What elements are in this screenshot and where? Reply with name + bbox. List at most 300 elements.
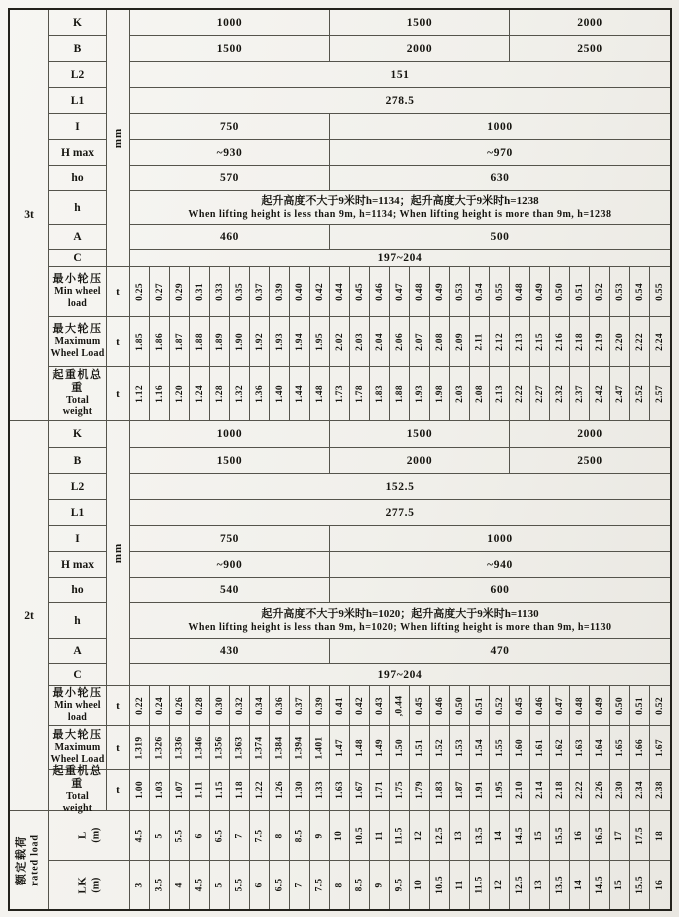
wheel-label-zh: 最大轮压 — [52, 323, 103, 336]
wheel-value-cell — [350, 267, 370, 317]
wheel-value: 1.07 — [174, 781, 185, 799]
span-value: 13.5 — [554, 876, 565, 894]
wheel-value: 0.54 — [634, 282, 645, 301]
dim-label-a: A — [49, 639, 107, 664]
wheel-value: 2.11 — [474, 332, 485, 351]
dim-note-cell — [130, 191, 670, 225]
wheel-value-cell — [410, 686, 430, 726]
wheel-value: 1.88 — [394, 384, 405, 403]
unit-t-cell: t — [107, 726, 130, 770]
wheel-value-cell — [430, 367, 450, 421]
span-value: 6.5 — [214, 829, 225, 842]
unit-mm-label: mm — [111, 542, 124, 564]
span-label-main: LK — [75, 876, 88, 894]
wheel-value-cell — [210, 726, 230, 770]
rated-load-zh: 额定载荷 — [15, 835, 28, 886]
dim-label-b: B — [49, 36, 107, 62]
wheel-row-label — [49, 267, 107, 317]
wheel-value: 2.24 — [654, 332, 665, 351]
wheel-value-cell — [410, 267, 430, 317]
wheel-value-cell — [430, 267, 450, 317]
unit-t-cell: t — [107, 770, 130, 811]
wheel-value: 1.363 — [234, 736, 245, 759]
wheel-value: 1.26 — [274, 781, 285, 799]
wheel-value-cell — [190, 267, 210, 317]
wheel-value: 0.47 — [554, 696, 565, 715]
wheel-value-cell — [330, 770, 350, 811]
wheel-value: 0.46 — [374, 282, 385, 301]
wheel-value-cell — [490, 770, 510, 811]
wheel-value-cell — [270, 267, 290, 317]
wheel-value: 0.53 — [454, 282, 465, 301]
dim-value-cell: 430 — [130, 639, 330, 664]
wheel-value-cell — [630, 317, 650, 367]
span-value-cell — [310, 811, 330, 861]
wheel-value-cell — [330, 726, 350, 770]
wheel-value: 1.50 — [394, 738, 405, 757]
span-value: 14.5 — [514, 826, 525, 845]
span-value: 16 — [574, 830, 585, 841]
wheel-value-cell — [250, 367, 270, 421]
section-3t — [10, 10, 670, 421]
wheel-value: 0.31 — [194, 282, 205, 301]
crane-spec-table — [8, 8, 672, 911]
wheel-value-cell — [490, 367, 510, 421]
wheel-value: 0.51 — [634, 696, 645, 715]
dim-value-cell: 2500 — [510, 448, 670, 474]
footer-section — [10, 811, 670, 909]
wheel-value: 1.51 — [414, 738, 425, 757]
wheel-value-cell — [530, 770, 550, 811]
wheel-value-cell — [130, 267, 150, 317]
wheel-value: 1.28 — [214, 384, 225, 403]
wheel-value-cell — [270, 726, 290, 770]
dim-value-cell: 1000 — [130, 10, 330, 36]
wheel-value: 2.32 — [554, 384, 565, 403]
dim-value-cell: 500 — [330, 225, 670, 250]
span-value-cell — [350, 861, 370, 909]
dim-note-zh: 起升高度不大于9米时h=1020；起升高度大于9米时h=1130 — [261, 607, 539, 620]
wheel-value-cell — [370, 267, 390, 317]
wheel-value-cell — [470, 726, 490, 770]
wheel-value-cell — [170, 686, 190, 726]
wheel-value: 0.48 — [414, 282, 425, 301]
dim-value-cell: 2500 — [510, 36, 670, 62]
wheel-value: 1.65 — [614, 738, 625, 757]
wheel-value-cell — [310, 686, 330, 726]
wheel-value-cell — [230, 267, 250, 317]
wheel-value-cell — [170, 726, 190, 770]
wheel-value: 1.73 — [334, 384, 345, 403]
wheel-value-cell — [130, 726, 150, 770]
wheel-value-cell — [550, 686, 570, 726]
span-value-cell — [530, 861, 550, 909]
unit-t-cell: t — [107, 317, 130, 367]
wheel-value: 0.27 — [154, 282, 165, 301]
wheel-value-cell — [590, 367, 610, 421]
wheel-value: 0.24 — [154, 696, 165, 715]
dim-value-cell: 750 — [130, 526, 330, 552]
wheel-value-cell — [410, 367, 430, 421]
dim-value-cell: 750 — [130, 114, 330, 140]
span-value-cell — [250, 811, 270, 861]
wheel-row-label — [49, 726, 107, 770]
wheel-value-cell — [310, 317, 330, 367]
wheel-value: 1.55 — [494, 738, 505, 757]
wheel-value-cell — [170, 267, 190, 317]
wheel-value: 0.53 — [614, 282, 625, 301]
span-value-cell — [290, 811, 310, 861]
wheel-value-cell — [490, 267, 510, 317]
span-value-cell — [650, 811, 670, 861]
wheel-value: 2.09 — [454, 332, 465, 351]
dim-value-cell: ~900 — [130, 552, 330, 578]
wheel-value-cell — [150, 317, 170, 367]
wheel-value-cell — [370, 726, 390, 770]
wheel-value: 2.07 — [414, 332, 425, 351]
wheel-value: 1.36 — [254, 384, 265, 403]
span-value: 15.5 — [634, 876, 645, 894]
wheel-value: 1.67 — [354, 781, 365, 799]
unit-t-cell: t — [107, 267, 130, 317]
wheel-value: 0.39 — [274, 282, 285, 301]
wheel-value-cell — [610, 367, 630, 421]
span-value-cell — [230, 811, 250, 861]
wheel-value-cell — [150, 686, 170, 726]
span-value-cell — [550, 861, 570, 909]
dim-value-cell: 630 — [330, 166, 670, 191]
wheel-value-cell — [130, 770, 150, 811]
span-value-cell — [470, 861, 490, 909]
wheel-value: 2.13 — [514, 332, 525, 351]
wheel-value: 2.38 — [654, 781, 665, 799]
wheel-value: 2.19 — [594, 332, 605, 351]
load-label-cell — [10, 10, 49, 421]
wheel-value-cell — [630, 367, 650, 421]
wheel-value: 1.336 — [174, 736, 185, 759]
span-label-main: L — [75, 831, 88, 840]
span-value: 4.5 — [134, 829, 145, 842]
wheel-value: 1.319 — [134, 736, 145, 759]
wheel-label-en: Min wheel load — [54, 286, 101, 309]
wheel-value: 2.47 — [614, 384, 625, 403]
wheel-value-cell — [190, 317, 210, 367]
wheel-value-cell — [170, 367, 190, 421]
span-value: 12.5 — [514, 876, 525, 894]
wheel-value-cell — [330, 317, 350, 367]
wheel-value-cell — [530, 317, 550, 367]
wheel-value-cell — [650, 267, 670, 317]
wheel-value-cell — [510, 770, 530, 811]
wheel-value: 2.52 — [634, 384, 645, 403]
wheel-value-cell — [290, 770, 310, 811]
wheel-value: 1.87 — [174, 332, 185, 351]
wheel-value-cell — [410, 726, 430, 770]
wheel-value: 0.51 — [574, 282, 585, 301]
wheel-value-cell — [550, 267, 570, 317]
span-value: 17 — [614, 830, 625, 841]
dim-label-l1: L1 — [49, 88, 107, 114]
dim-value-cell: 1000 — [330, 526, 670, 552]
span-value-cell — [330, 811, 350, 861]
wheel-value: 2.16 — [554, 332, 565, 351]
span-value-cell — [450, 811, 470, 861]
wheel-value-cell — [550, 726, 570, 770]
wheel-value: 0.50 — [614, 696, 625, 715]
span-value: 12 — [494, 879, 505, 891]
wheel-value-cell — [270, 686, 290, 726]
wheel-value: 0.43 — [374, 696, 385, 715]
dim-value-cell: 470 — [330, 639, 670, 664]
wheel-value: 0.45 — [414, 696, 425, 715]
span-value-cell — [390, 811, 410, 861]
wheel-value: 1.384 — [274, 736, 285, 759]
dim-label-h-max: H max — [49, 140, 107, 166]
wheel-value-cell — [490, 726, 510, 770]
wheel-value-cell — [190, 367, 210, 421]
wheel-value-cell — [510, 367, 530, 421]
wheel-value: 0.45 — [514, 696, 525, 715]
wheel-value-cell — [630, 770, 650, 811]
wheel-value: 0.49 — [534, 282, 545, 301]
wheel-value-cell — [290, 267, 310, 317]
wheel-value: 1.40 — [274, 384, 285, 403]
span-value: 10 — [334, 830, 345, 841]
dim-label-l2: L2 — [49, 474, 107, 500]
rated-load-label — [16, 834, 42, 886]
wheel-value-cell — [570, 267, 590, 317]
wheel-value-cell — [390, 770, 410, 811]
wheel-value: 1.78 — [354, 384, 365, 403]
span-value-cell — [190, 811, 210, 861]
dim-value-cell: ~940 — [330, 552, 670, 578]
span-value: 5.5 — [174, 829, 185, 842]
wheel-value-cell — [330, 267, 350, 317]
wheel-value-cell — [430, 686, 450, 726]
span-value-cell — [570, 811, 590, 861]
wheel-label-en: Maximum Wheel Load — [50, 742, 105, 765]
wheel-label-zh: 最大轮压 — [52, 729, 103, 742]
wheel-label-zh: 起重机总重 — [52, 765, 103, 791]
wheel-value-cell — [370, 770, 390, 811]
wheel-value-cell — [170, 770, 190, 811]
wheel-value: 2.14 — [534, 781, 545, 799]
wheel-value-cell — [550, 770, 570, 811]
span-value-cell — [270, 811, 290, 861]
wheel-value: 2.34 — [634, 781, 645, 799]
span-value-cell — [430, 811, 450, 861]
wheel-value-cell — [570, 770, 590, 811]
wheel-value: 0.41 — [334, 696, 345, 715]
wheel-value-cell — [510, 317, 530, 367]
dim-value-cell: 2000 — [510, 10, 670, 36]
span-value-cell — [310, 861, 330, 909]
span-value: 7 — [294, 882, 305, 888]
wheel-value: 1.30 — [294, 781, 305, 799]
span-value-cell — [530, 811, 550, 861]
wheel-value-cell — [570, 367, 590, 421]
wheel-value: 1.12 — [134, 384, 145, 403]
span-value-cell — [510, 811, 530, 861]
wheel-value-cell — [190, 726, 210, 770]
span-value-cell — [490, 811, 510, 861]
wheel-value: 2.18 — [554, 781, 565, 799]
wheel-row-label — [49, 765, 107, 814]
dim-note-en: When lifting height is less than 9m, h=1020; When lifting height is more than 9m, h=1130 — [188, 622, 612, 634]
wheel-value-cell — [410, 770, 430, 811]
wheel-value: 0.29 — [174, 282, 185, 301]
span-value-cell — [350, 811, 370, 861]
wheel-value: 0.39 — [314, 696, 325, 715]
wheel-value-cell — [410, 317, 430, 367]
wheel-value: 1.87 — [454, 781, 465, 799]
span-value: 10.5 — [434, 876, 445, 894]
wheel-value-cell — [350, 726, 370, 770]
wheel-value: 2.26 — [594, 781, 605, 799]
wheel-value: 0.50 — [454, 696, 465, 715]
span-value: 3 — [134, 882, 145, 888]
wheel-value-cell — [310, 267, 330, 317]
wheel-value: 1.89 — [214, 332, 225, 351]
wheel-value-cell — [350, 367, 370, 421]
span-value-cell — [510, 861, 530, 909]
wheel-value: 1.95 — [494, 781, 505, 799]
wheel-value-cell — [130, 686, 150, 726]
wheel-value-cell — [370, 317, 390, 367]
dim-value-cell: 1500 — [330, 10, 510, 36]
wheel-value: 1.33 — [314, 781, 325, 799]
wheel-value: 1.71 — [374, 781, 385, 799]
wheel-value-cell — [590, 686, 610, 726]
wheel-value-cell — [250, 686, 270, 726]
wheel-value: 2.22 — [514, 384, 525, 403]
wheel-value: 0.52 — [654, 696, 665, 715]
dim-note-en: When lifting height is less than 9m, h=1134; When lifting height is more than 9m, h=1238 — [188, 209, 612, 221]
dim-label-l2: L2 — [49, 62, 107, 88]
wheel-value-cell — [370, 367, 390, 421]
wheel-value-cell — [230, 770, 250, 811]
load-label: 2t — [24, 609, 34, 622]
wheel-value: 0.34 — [254, 696, 265, 715]
wheel-value-cell — [530, 726, 550, 770]
wheel-value-cell — [270, 367, 290, 421]
wheel-value-cell — [230, 686, 250, 726]
dim-note-zh: 起升高度不大于9米时h=1134；起升高度大于9米时h=1238 — [261, 194, 539, 207]
wheel-value-cell — [610, 770, 630, 811]
wheel-value-cell — [650, 726, 670, 770]
wheel-value: 0.54 — [474, 282, 485, 301]
wheel-value-cell — [550, 317, 570, 367]
span-value: 10.5 — [354, 826, 365, 845]
wheel-value: ,0.44 — [394, 695, 405, 716]
dim-value-cell: 277.5 — [130, 500, 670, 526]
span-value: 13 — [534, 879, 545, 891]
unit-t-cell: t — [107, 367, 130, 421]
wheel-value-cell — [210, 367, 230, 421]
span-value-cell — [590, 811, 610, 861]
dim-value-cell: 460 — [130, 225, 330, 250]
dim-label-k: K — [49, 421, 107, 448]
wheel-value: 1.60 — [514, 738, 525, 757]
span-value-cell — [130, 811, 150, 861]
wheel-value: 1.20 — [174, 384, 185, 403]
wheel-value: 2.13 — [494, 384, 505, 403]
wheel-row-label — [49, 317, 107, 367]
wheel-value: 1.83 — [434, 781, 445, 799]
span-value: 11 — [454, 880, 465, 890]
wheel-value: 0.30 — [214, 696, 225, 715]
wheel-value: 2.06 — [394, 332, 405, 351]
span-value-cell — [570, 861, 590, 909]
span-value-cell — [150, 811, 170, 861]
wheel-value-cell — [570, 686, 590, 726]
wheel-value-cell — [130, 367, 150, 421]
span-row-label-text — [76, 877, 102, 894]
span-value-cell — [610, 861, 630, 909]
wheel-value-cell — [610, 686, 630, 726]
dim-value-cell: 152.5 — [130, 474, 670, 500]
wheel-row-label — [49, 367, 107, 421]
wheel-value-cell — [590, 770, 610, 811]
wheel-value: 1.47 — [334, 738, 345, 757]
span-value: 7.5 — [254, 829, 265, 842]
wheel-value: 1.61 — [534, 738, 545, 757]
wheel-value-cell — [270, 317, 290, 367]
dim-value-cell: 1000 — [130, 421, 330, 448]
span-value: 3.5 — [154, 878, 165, 892]
dim-label-h: h — [49, 191, 107, 225]
wheel-value-cell — [630, 726, 650, 770]
wheel-value: 1.93 — [414, 384, 425, 403]
wheel-value: 1.356 — [214, 736, 225, 759]
span-row-label-l — [49, 811, 130, 861]
wheel-value-cell — [250, 726, 270, 770]
dim-value-cell: 2000 — [510, 421, 670, 448]
wheel-value-cell — [250, 317, 270, 367]
wheel-value: 0.49 — [434, 282, 445, 301]
wheel-value-cell — [430, 726, 450, 770]
span-value-cell — [190, 861, 210, 909]
wheel-value: 0.49 — [594, 696, 605, 715]
wheel-value-cell — [290, 726, 310, 770]
wheel-value-cell — [590, 267, 610, 317]
dim-label-i: I — [49, 114, 107, 140]
wheel-value-cell — [250, 267, 270, 317]
wheel-value-cell — [610, 317, 630, 367]
wheel-value-cell — [510, 726, 530, 770]
wheel-value: 1.49 — [374, 738, 385, 757]
span-value-cell — [410, 861, 430, 909]
wheel-value-cell — [450, 770, 470, 811]
span-row-label-text — [76, 828, 102, 843]
wheel-value: 1.326 — [154, 736, 165, 759]
wheel-value-cell — [630, 686, 650, 726]
wheel-value-cell — [510, 686, 530, 726]
span-value: 6.5 — [274, 878, 285, 892]
wheel-value-cell — [570, 726, 590, 770]
span-value-cell — [210, 811, 230, 861]
wheel-value-cell — [590, 317, 610, 367]
span-value: 8.5 — [294, 829, 305, 842]
span-value: 10 — [414, 879, 425, 891]
wheel-value-cell — [330, 686, 350, 726]
wheel-value: 2.08 — [474, 384, 485, 403]
span-value-cell — [370, 811, 390, 861]
wheel-value-cell — [210, 770, 230, 811]
wheel-value: 1.98 — [434, 384, 445, 403]
wheel-value: 2.12 — [494, 332, 505, 351]
wheel-label-en: Maximum Wheel Load — [50, 336, 105, 359]
